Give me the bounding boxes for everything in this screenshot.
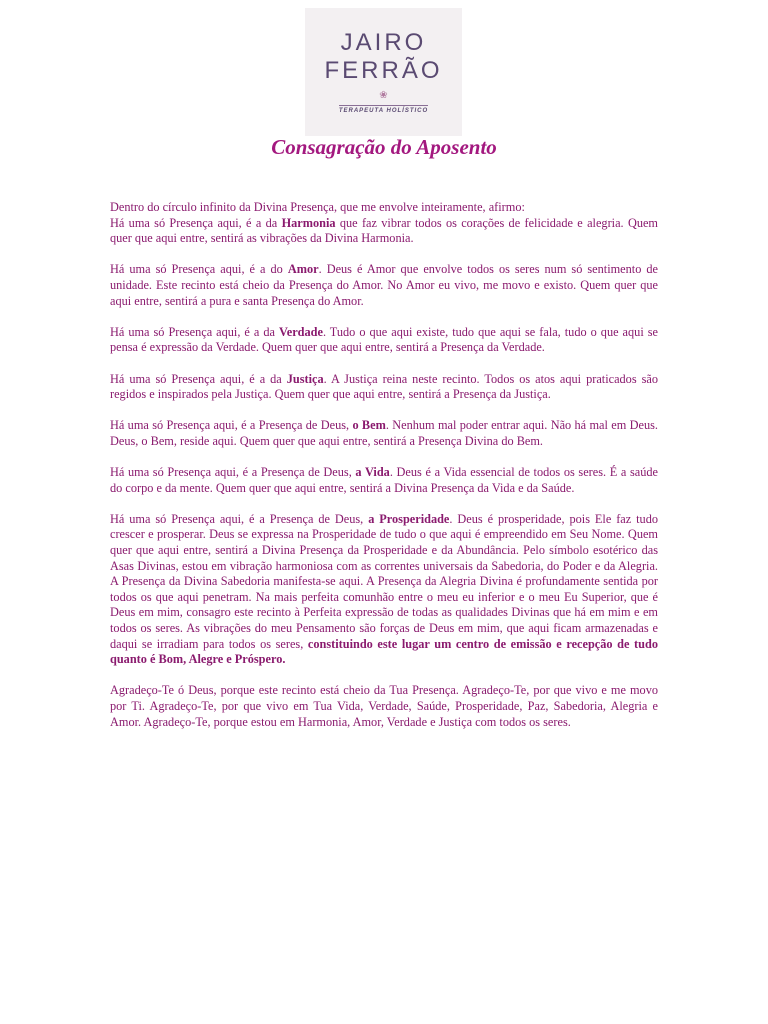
paragraph-bem [110,418,658,449]
keyword-amor: Amor [287,262,319,277]
paragraph-text: Há uma só Presença aqui, é a Presença de Deus, [110,418,353,433]
paragraph-text: que faz vibrar todos os corações de felicidade e alegria. Quem quer que aqui entre, sentirá as vibrações da Divina Harmonia. [110,215,658,246]
paragraph-text: Há uma só Presença aqui, é a Presença de Deus, [110,465,356,480]
lotus-icon: ❀ [379,90,388,101]
paragraph-amor [110,262,658,309]
paragraph-text: . Deus é a Vida essencial de todos os seres. É a saúde do corpo e da mente. Quem quer que aqui entre, sentirá a Divina Presença da Vida e da Saúde. [110,465,658,495]
paragraph-text: . Nenhum mal poder entrar aqui. Não há mal em Deus. Deus, o Bem, reside aqui. Quem quer que aqui entre, sentirá a Presença Divina do Bem. [110,418,658,448]
keyword-justica: Justiça [286,371,324,386]
paragraph-gratitude: Agradeço-Te ó Deus, porque este recinto está cheio da Tua Presença. Agradeço-Te, por que vivo e me movo por Ti. Agradeço-Te, por que vivo em Tua Vida, Verdade, Saúde, Prosperidade, Paz, Sabedoria, Alegria e Amor. Agradeço-Te, porque estou em Harmonia, Amor, Verdade e Justiça com todos os seres. [110,683,658,729]
paragraph-text: . Deus é Amor que envolve todos os seres num só sentimento de unidade. Este recinto está cheio da Presença do Amor. No Amor eu vivo, me movo e existo. Quem quer que aqui entre, sentirá a pura e santa Presença do Amor. [110,262,658,308]
keyword-vida: a Vida [355,465,390,480]
document-title: Consagração do Aposento [271,135,497,159]
paragraph-text: Há uma só Presença aqui, é a do [110,262,288,277]
paragraph-text: Há uma só Presença aqui, é a da [110,215,282,230]
logo [305,8,462,136]
paragraph-justica [110,372,658,403]
paragraph-vida [110,465,658,496]
paragraph-text: Há uma só Presença aqui, é a da [110,324,279,339]
paragraph-text: Há uma só Presença aqui, é a da [110,371,287,386]
logo-tagline: TERAPEUTA HOLÍSTICO [338,108,429,114]
closing-emphasis: constituindo este lugar um centro de emissão e recepção de tudo quanto é Bom, Alegre e Próspero. [110,636,658,667]
paragraph-text: Há uma só Presença aqui, é a Presença de Deus, [110,511,369,526]
document-body [110,200,658,746]
intro-paragraph: Dentro do círculo infinito da Divina Presença, que me envolve inteiramente, afirmo: [110,200,525,214]
paragraph-prosperidade [110,512,658,668]
logo-line-2: FERRÃO [324,57,443,84]
paragraph-text: . Deus é prosperidade, pois Ele faz tudo crescer e prosperar. Deus se expressa na Prosperidade de tudo o que aqui é empreendido em Seu Nome. Quem quer que aqui entre, sentirá a Divina Presença da Prosperidade e da Abundância. Pelo símbolo esotérico das Asas Divinas, estou em vibração harmoniosa com as correntes universais da Sabedoria, do Poder e da Alegria. A Presença da Divina Sabedoria manifesta-se aqui. A Presença da Alegria Divina é profundamente sentida por todos os que aqui penetram. Na mais perfeita comunhão entre o meu eu inferior e o meu Eu Superior, que é Deus em mim, consagro este recinto à Perfeita expressão de todas as qualidades Divinas que há em mim e em todos os seres. As vibrações do meu Pensamento são forças de Deus em mim, que aqui ficam armazenadas e daqui se irradiam para todos os seres, [110,511,659,651]
keyword-bem: o Bem [352,418,386,433]
paragraph-text: . Tudo o que aqui existe, tudo que aqui se fala, tudo o que aqui se pensa é expressão da Verdade. Quem quer que aqui entre, sentirá a Presença da Verdade. [110,324,658,355]
keyword-verdade: Verdade [278,324,323,339]
logo-divider [339,105,428,106]
keyword-prosperidade: a Prosperidade [368,511,450,526]
keyword-harmonia: Harmonia [281,215,336,230]
paragraph-text: . A Justiça reina neste recinto. Todos os atos aqui praticados são regidos e inspirados pela Justiça. Quem quer que aqui entre, sentirá a Presença da Justiça. [110,371,658,402]
logo-line-1: JAIRO [340,29,427,56]
paragraph-verdade [110,325,658,356]
paragraph-harmonia [110,216,658,247]
